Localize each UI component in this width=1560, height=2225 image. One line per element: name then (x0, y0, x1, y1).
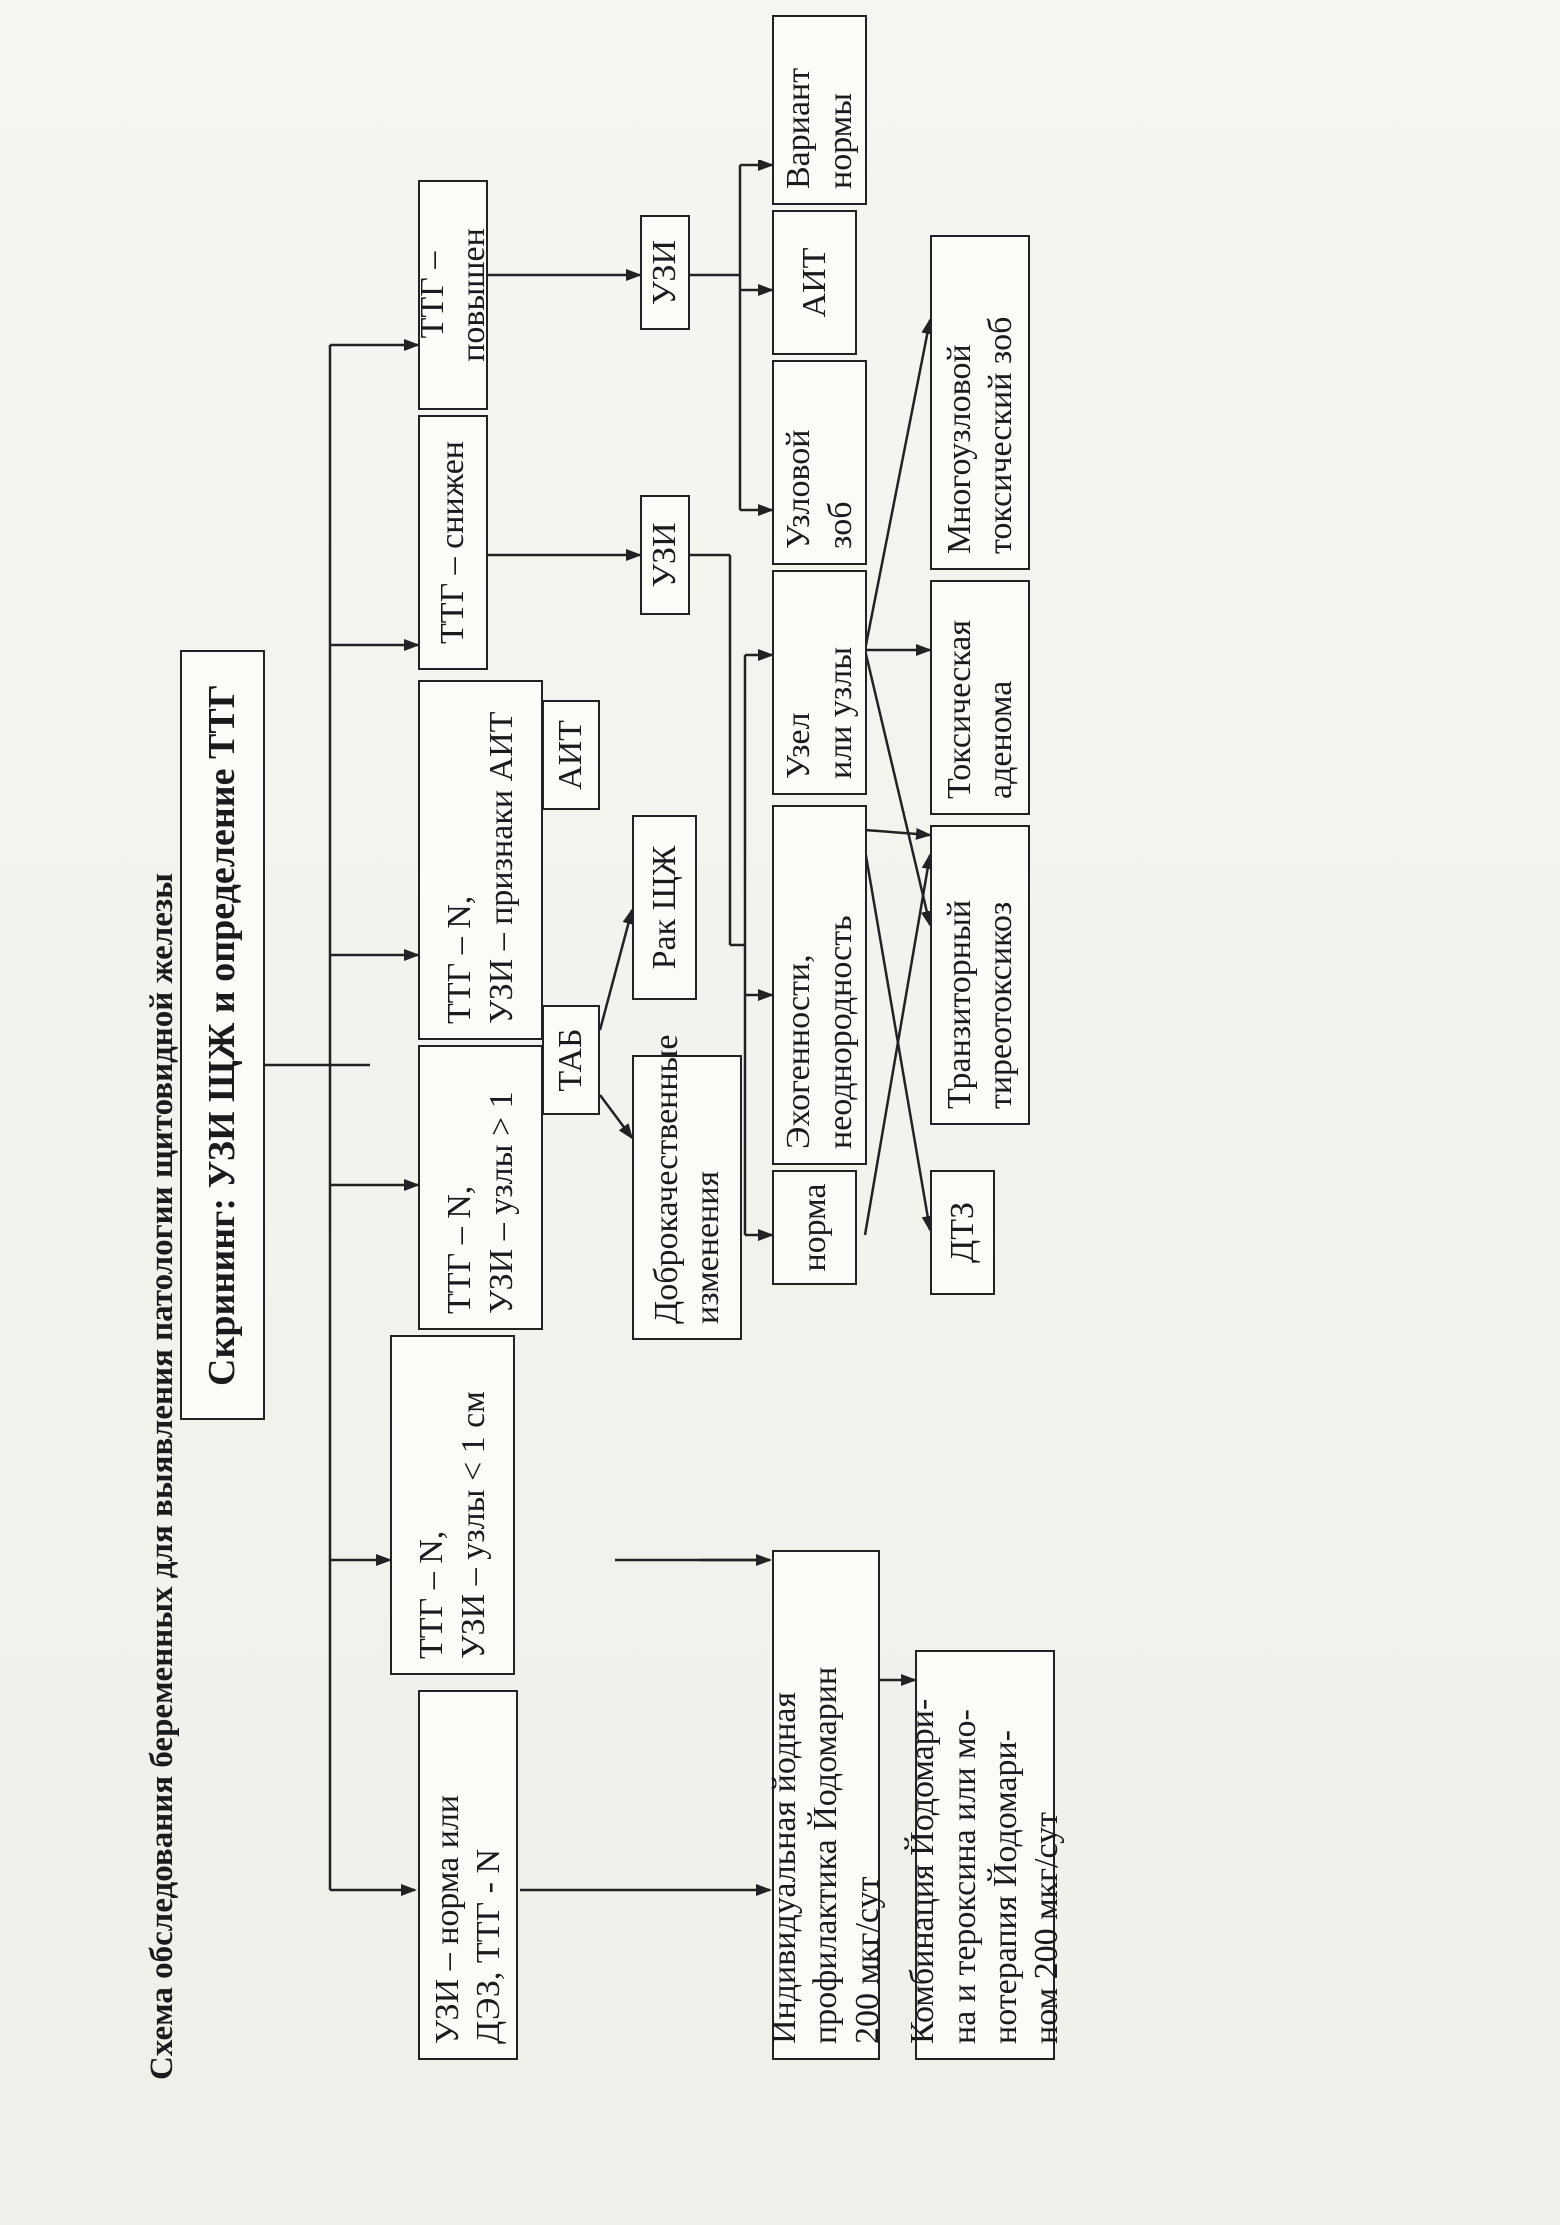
uzi-label-1: УЗИ (646, 522, 684, 588)
ttg-high-label: ТТГ –повышен (413, 228, 492, 362)
nodes-gt1-box (418, 1045, 543, 1330)
benign-label: Доброкачественные изменения (647, 1034, 726, 1324)
connector-lines (140, 160, 1380, 2120)
cancer-box (632, 815, 697, 1000)
ttg-low-label: ТТГ – снижен (434, 441, 472, 645)
toxic-adenoma-box (930, 580, 1030, 815)
transient-box (930, 825, 1030, 1125)
ait-box-2 (772, 210, 857, 355)
nodular-goiter-box (772, 360, 867, 565)
uzi-box-2 (640, 215, 690, 330)
dtz-label: ДТЗ (943, 1202, 981, 1263)
uzi-box-1 (640, 495, 690, 615)
flowchart-canvas (140, 67, 1380, 2120)
screening-box (180, 650, 265, 1420)
combination-box (904, 1650, 1066, 2060)
dtz-box (930, 1170, 995, 1295)
uzi-norm-label: УЗИ – норма или ДЭЗ, ТТГ - N (428, 1794, 507, 2044)
ttg-low-box (418, 415, 488, 670)
nodes-gt1-label: ТТГ – N, УЗИ – узлы > 1 (441, 1091, 520, 1314)
variant-norm-box (772, 15, 867, 205)
ttg-ait-label: ТТГ – N, УЗИ – признаки АИТ (441, 711, 520, 1024)
nodular-goiter-label: Узловой зоб (780, 429, 859, 549)
ttg-ait-box (418, 680, 543, 1040)
echo-label: Эхогенности, неоднородность (780, 915, 859, 1149)
nodes-lt1-label: ТТГ – N, УЗИ – узлы < 1 см (413, 1391, 492, 1659)
node-box (772, 570, 867, 795)
ait-label-1: АИТ (552, 720, 590, 790)
toxic-adenoma-label: Токсическая аденома (940, 619, 1019, 799)
prophylaxis-box (765, 1550, 886, 2060)
variant-norm-label: Вариант нормы (780, 67, 859, 189)
ttg-high-box (413, 180, 492, 410)
nodes-lt1-box (390, 1335, 515, 1675)
node-label: Узел или узлы (780, 646, 859, 779)
prophylaxis-label: Индивидуальная йодная профилактика Йодомарин 200 мкг/сут (765, 1666, 886, 2044)
screening-label: Скрининг: УЗИ ЩЖ и определение ТТГ (201, 684, 244, 1386)
combination-label: Комбинация Йодомари- на и тероксина или мо- нотерапия Йодомари- ном 200 мкг/сут (904, 1698, 1066, 2044)
benign-box (632, 1034, 742, 1340)
uzi-norm-box (418, 1690, 518, 2060)
transient-label: Транзиторный тиреотоксикоз (940, 899, 1019, 1109)
ait-label-2: АИТ (795, 247, 833, 318)
uzi-label-2: УЗИ (646, 239, 684, 306)
ait-box-1 (542, 700, 600, 810)
echo-box (772, 805, 867, 1165)
multinodular-label: Многоузловой токсический зоб (940, 316, 1019, 554)
norm-box (772, 1170, 857, 1285)
cancer-label: Рак ЩЖ (645, 845, 683, 970)
tab-label: ТАБ (552, 1028, 590, 1092)
multinodular-box (930, 235, 1030, 570)
diagram-title: Схема обследования беременных для выявления патологии щитовидной железы (144, 873, 180, 2080)
tab-box (542, 1005, 600, 1115)
norm-label: норма (795, 1183, 833, 1272)
